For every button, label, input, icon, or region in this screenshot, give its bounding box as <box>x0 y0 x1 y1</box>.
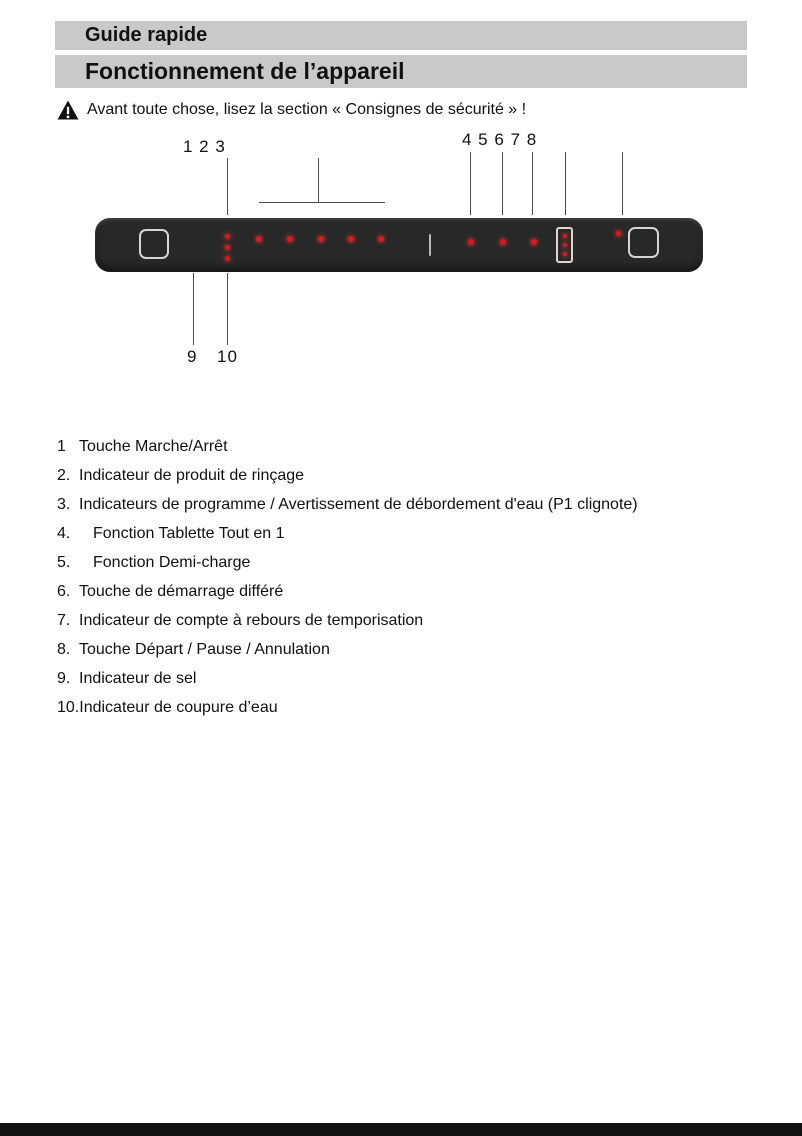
panel-divider <box>429 234 431 256</box>
list-item <box>57 519 757 548</box>
program-indicator-led <box>256 236 262 242</box>
salt-indicator-led <box>225 245 230 250</box>
start-pause-indicator-led <box>616 231 621 236</box>
list-item-number: 2. <box>57 467 71 484</box>
section-header-quick-guide-text: Guide rapide <box>85 24 208 46</box>
callout-line-5 <box>502 152 503 215</box>
list-item-number: 1 <box>57 438 66 455</box>
program-indicator-led <box>348 236 354 242</box>
list-item-text: Fonction Tablette Tout en 1 <box>93 525 285 542</box>
list-item-text: Touche de démarrage différé <box>79 583 284 600</box>
list-item-text: Touche Marche/Arrêt <box>79 438 228 455</box>
start-pause-cancel-button <box>628 227 659 258</box>
callout-line-2 <box>227 158 228 215</box>
display-led <box>563 243 567 247</box>
callout-line-7 <box>565 152 566 215</box>
list-item <box>57 664 757 693</box>
list-item-number: 3. <box>57 496 71 513</box>
list-item-text: Indicateur de compte à rebours de temporisation <box>79 612 424 629</box>
list-item-text: Touche Départ / Pause / Annulation <box>79 641 330 658</box>
callout-line-9 <box>193 273 194 345</box>
callout-label-4-5-6-7-8: 4 5 6 7 8 <box>462 130 538 149</box>
list-item-number: 8. <box>57 641 71 658</box>
list-item-number: 10. <box>57 699 80 716</box>
list-item-text: Indicateur de coupure d’eau <box>79 699 278 716</box>
callout-line-3-bracket <box>259 202 385 203</box>
callout-line-4 <box>470 152 471 215</box>
delay-start-led <box>531 239 537 245</box>
list-item-number: 6. <box>57 583 71 600</box>
list-item-text: Indicateur de sel <box>79 670 197 687</box>
list-item-text: Indicateurs de programme / Avertissement de débordement d'eau (P1 clignote) <box>79 496 638 513</box>
list-item-text: Fonction Demi-charge <box>93 554 251 571</box>
callout-label-10: 10 <box>217 347 238 366</box>
dishwasher-control-panel <box>95 218 703 272</box>
display-led <box>563 252 567 256</box>
legend-list <box>57 432 757 722</box>
delay-countdown-display <box>556 227 573 263</box>
list-item <box>57 693 757 722</box>
section-header-quick-guide <box>55 21 747 50</box>
callout-label-1-2-3: 1 2 3 <box>183 137 226 156</box>
list-item <box>57 461 757 490</box>
safety-warning-text: Avant toute chose, lisez la section « Consignes de sécurité » ! <box>87 101 527 118</box>
safety-warning-row <box>57 100 526 120</box>
half-load-function-led <box>500 239 506 245</box>
program-indicator-led <box>378 236 384 242</box>
water-cut-indicator-led <box>225 256 230 261</box>
list-item <box>57 490 757 519</box>
rinse-aid-indicator-led <box>225 234 230 239</box>
page-footer-bar <box>0 1123 802 1136</box>
list-item <box>57 577 757 606</box>
list-item-number: 4. <box>57 525 71 542</box>
display-led <box>563 234 567 238</box>
list-item <box>57 635 757 664</box>
list-item-number: 7. <box>57 612 71 629</box>
callout-label-9: 9 <box>187 347 198 366</box>
callout-line-6 <box>532 152 533 215</box>
callout-line-3-stem <box>318 158 319 202</box>
callout-line-8 <box>622 152 623 215</box>
program-indicator-led <box>318 236 324 242</box>
callout-line-10 <box>227 273 228 345</box>
power-button <box>139 229 169 259</box>
list-item-number: 9. <box>57 670 71 687</box>
section-header-operation <box>55 55 747 88</box>
section-header-operation-text: Fonctionnement de l’appareil <box>85 58 405 84</box>
list-item-text: Indicateur de produit de rinçage <box>79 467 305 484</box>
list-item-number: 5. <box>57 554 71 571</box>
list-item <box>57 606 757 635</box>
warning-triangle-icon <box>57 100 79 120</box>
tablet-function-led <box>468 239 474 245</box>
list-item <box>57 432 757 461</box>
list-item <box>57 548 757 577</box>
program-indicator-led <box>287 236 293 242</box>
